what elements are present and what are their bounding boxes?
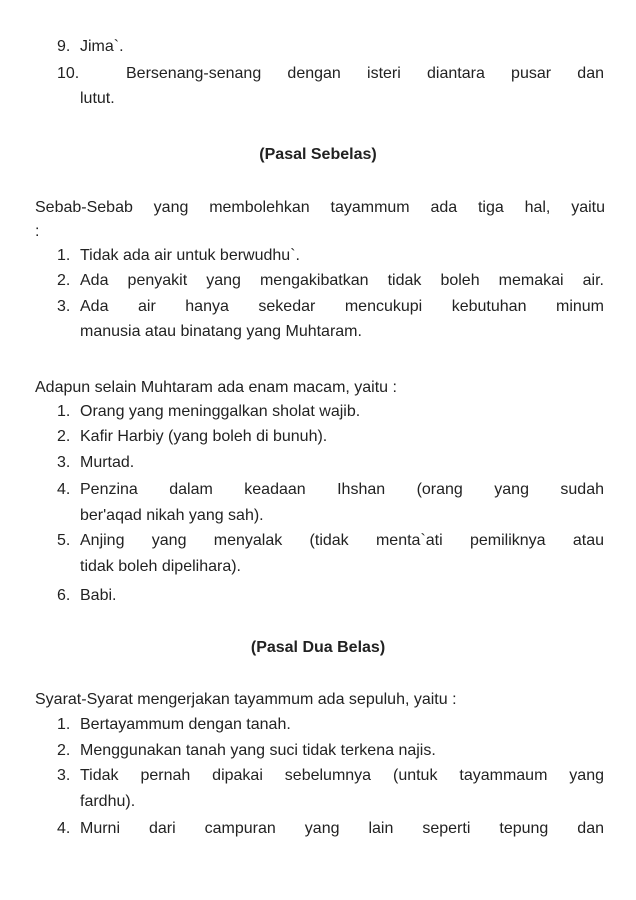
list-number: 6. [57,587,71,604]
list-number: 4. [57,820,71,837]
list-item-text: Babi. [80,587,117,604]
list-number: 2. [57,742,71,759]
list-item-text: lutut. [80,90,115,107]
list-item-text: Kafir Harbiy (yang boleh di bunuh). [80,428,328,445]
list-number: 10. [57,65,80,82]
section-heading: (Pasal Sebelas) [259,146,377,163]
paragraph: Adapun selain Muhtaram ada enam macam, yaitu : [35,379,397,396]
list-number: 3. [57,298,71,315]
list-item-text: Ada penyakit yang mengakibatkan tidak boleh memakai air. [80,272,604,289]
list-item-text: Bersenang-senang dengan isteri diantara pusar dan [126,65,604,82]
list-number: 4. [57,481,71,498]
list-number: 1. [57,403,71,420]
list-item-text: fardhu). [80,793,136,810]
list-number: 2. [57,428,71,445]
list-item-text: tidak boleh dipelihara). [80,558,241,575]
list-item-text: Murtad. [80,454,135,471]
list-item-text: Ada air hanya sekedar mencukupi kebutuhan minum [80,298,604,315]
list-number: 9. [57,38,71,55]
list-number: 5. [57,532,71,549]
list-item-text: Tidak ada air untuk berwudhu`. [80,247,300,264]
section-heading: (Pasal Dua Belas) [250,639,386,656]
list-item-text: Jima`. [80,38,124,55]
list-item-text: Penzina dalam keadaan Ihshan (orang yang sudah [80,481,604,498]
list-number: 2. [57,272,71,289]
list-item-text: Anjing yang menyalak (tidak menta`ati pemiliknya atau [80,532,604,549]
paragraph: : [35,223,40,240]
paragraph: Sebab-Sebab yang membolehkan tayammum ada tiga hal, yaitu [35,199,605,216]
list-item-text: Menggunakan tanah yang suci tidak terkena najis. [80,742,436,759]
list-item-text: manusia atau binatang yang Muhtaram. [80,323,362,340]
list-number: 3. [57,767,71,784]
list-item-text: Murni dari campuran yang lain seperti tepung dan [80,820,604,837]
list-number: 1. [57,716,71,733]
list-item-text: Orang yang meninggalkan sholat wajib. [80,403,361,420]
list-item-text: ber'aqad nikah yang sah). [80,507,264,524]
list-number: 3. [57,454,71,471]
list-number: 1. [57,247,71,264]
paragraph: Syarat-Syarat mengerjakan tayammum ada sepuluh, yaitu : [35,691,457,708]
list-item-text: Tidak pernah dipakai sebelumnya (untuk tayammaum yang [80,767,604,784]
list-item-text: Bertayammum dengan tanah. [80,716,291,733]
